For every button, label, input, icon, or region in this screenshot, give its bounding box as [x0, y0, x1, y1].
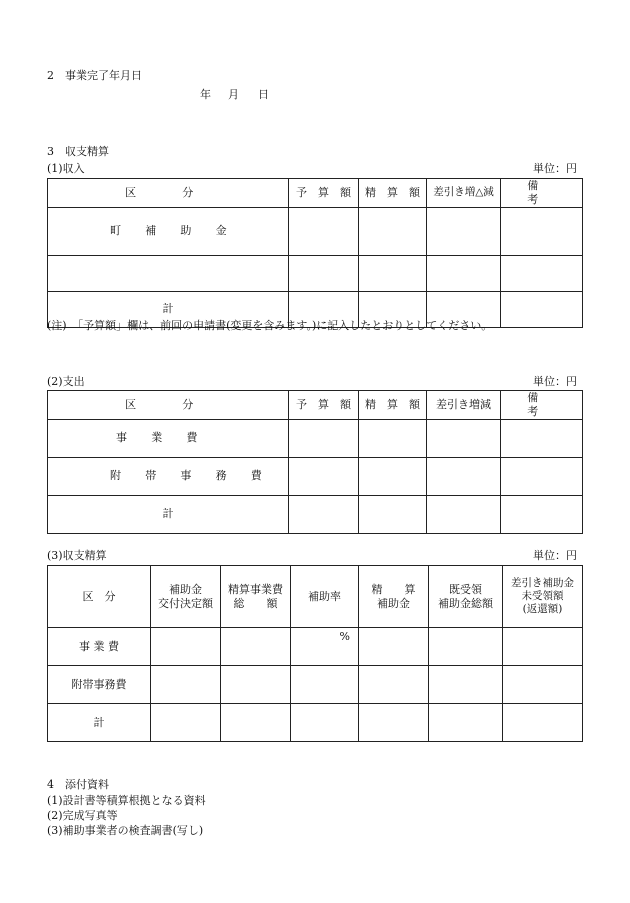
col-difference-header: 差引き増△減: [427, 179, 501, 208]
remarks-cell[interactable]: [501, 291, 583, 327]
income-title: (1)収入: [47, 162, 85, 175]
grant-decision-cell[interactable]: [151, 704, 221, 742]
settled-cell[interactable]: [359, 495, 427, 533]
date-month-label: 月: [228, 88, 239, 101]
table-row: [48, 255, 583, 291]
project-cost-cell[interactable]: [221, 666, 291, 704]
attachment-item: (1)設計書等積算根拠となる資料: [47, 794, 206, 807]
budget-cell[interactable]: [289, 255, 359, 291]
table-row: [48, 419, 583, 457]
row-label: 事 業 費: [48, 419, 289, 457]
table-row: [48, 457, 583, 495]
total-row: [48, 495, 583, 533]
attachment-item: (2)完成写真等: [47, 809, 118, 822]
remarks-cell[interactable]: [501, 419, 583, 457]
col-remarks-header: 備 考: [501, 179, 583, 208]
budget-cell[interactable]: [289, 419, 359, 457]
settled-cell[interactable]: [359, 419, 427, 457]
col-received-total-header: 既受領 補助金総額: [429, 566, 503, 628]
income-header-row: [48, 179, 583, 208]
col-settled-grant-header: 精 算 補助金: [359, 566, 429, 628]
percent-mark: %: [339, 630, 350, 643]
received-total-cell[interactable]: [429, 628, 503, 666]
col-unreceived-header: 差引き補助金 未受領額 (返還額): [503, 566, 583, 628]
budget-cell[interactable]: [289, 457, 359, 495]
rate-cell[interactable]: [291, 666, 359, 704]
difference-cell[interactable]: [427, 495, 501, 533]
date-day-label: 日: [258, 88, 269, 101]
expense-header-row: [48, 391, 583, 420]
col-settled-header: 精 算 額: [359, 391, 427, 420]
difference-cell[interactable]: [427, 457, 501, 495]
table-row: [48, 666, 583, 704]
col-budget-header: 予 算 額: [289, 179, 359, 208]
row-label: 町 補 助 金: [48, 207, 289, 255]
unreceived-cell[interactable]: [503, 628, 583, 666]
settlement-header-row: [48, 566, 583, 628]
settled-grant-cell[interactable]: [359, 666, 429, 704]
settled-cell[interactable]: [359, 457, 427, 495]
total-label: 計: [48, 704, 151, 742]
income-note: (注) 「予算額」欄は、前回の申請書(変更を含みます。)に記入したとおりとしてください。: [47, 319, 493, 332]
col-project-cost-header: 精算事業費 総 額: [221, 566, 291, 628]
received-total-cell[interactable]: [429, 666, 503, 704]
rate-cell[interactable]: [291, 704, 359, 742]
remarks-cell[interactable]: [501, 457, 583, 495]
settlement-title: (3)収支精算: [47, 549, 107, 562]
row-label: 事 業 費: [48, 628, 151, 666]
income-table: [47, 178, 583, 328]
col-category-header: 区 分: [48, 566, 151, 628]
unreceived-cell[interactable]: [503, 666, 583, 704]
section-2-heading: 2 事業完了年月日: [47, 69, 142, 82]
col-category-header: 区 分: [48, 179, 289, 208]
col-grant-decision-header: 補助金 交付決定額: [151, 566, 221, 628]
settled-grant-cell[interactable]: [359, 704, 429, 742]
col-category-header: 区 分: [48, 391, 289, 420]
received-total-cell[interactable]: [429, 704, 503, 742]
difference-cell[interactable]: [427, 255, 501, 291]
unreceived-cell[interactable]: [503, 704, 583, 742]
col-remarks-header: 備 考: [501, 391, 583, 420]
budget-cell[interactable]: [289, 207, 359, 255]
remarks-cell[interactable]: [501, 255, 583, 291]
settled-grant-cell[interactable]: [359, 628, 429, 666]
section-3-heading: 3 収支精算: [47, 145, 109, 158]
remarks-cell[interactable]: [501, 207, 583, 255]
settled-cell[interactable]: [359, 207, 427, 255]
project-cost-cell[interactable]: [221, 628, 291, 666]
date-year-label: 年: [200, 88, 211, 101]
col-rate-header: 補助率: [291, 566, 359, 628]
total-label: 計: [48, 495, 289, 533]
row-label: [48, 255, 289, 291]
expense-table: [47, 390, 583, 534]
row-label: 附 帯 事 務 費: [48, 457, 289, 495]
income-unit: 単位：円: [533, 162, 577, 175]
attachment-item: (3)補助事業者の検査調書(写し): [47, 824, 204, 837]
project-cost-cell[interactable]: [221, 704, 291, 742]
expense-unit: 単位：円: [533, 375, 577, 388]
difference-cell[interactable]: [427, 419, 501, 457]
total-label: 計: [48, 291, 289, 327]
settled-cell[interactable]: [359, 255, 427, 291]
col-difference-header: 差引き増減: [427, 391, 501, 420]
table-row: [48, 628, 583, 666]
budget-cell[interactable]: [289, 495, 359, 533]
settlement-unit: 単位：円: [533, 549, 577, 562]
table-row: [48, 207, 583, 255]
grant-decision-cell[interactable]: [151, 628, 221, 666]
section-4-heading: 4 添付資料: [47, 778, 109, 791]
rate-cell[interactable]: [291, 628, 359, 666]
settlement-table: [47, 565, 583, 742]
row-label: 附帯事務費: [48, 666, 151, 704]
grant-decision-cell[interactable]: [151, 666, 221, 704]
difference-cell[interactable]: [427, 207, 501, 255]
col-settled-header: 精 算 額: [359, 179, 427, 208]
col-budget-header: 予 算 額: [289, 391, 359, 420]
expense-title: (2)支出: [47, 375, 85, 388]
total-row: [48, 704, 583, 742]
remarks-cell[interactable]: [501, 495, 583, 533]
